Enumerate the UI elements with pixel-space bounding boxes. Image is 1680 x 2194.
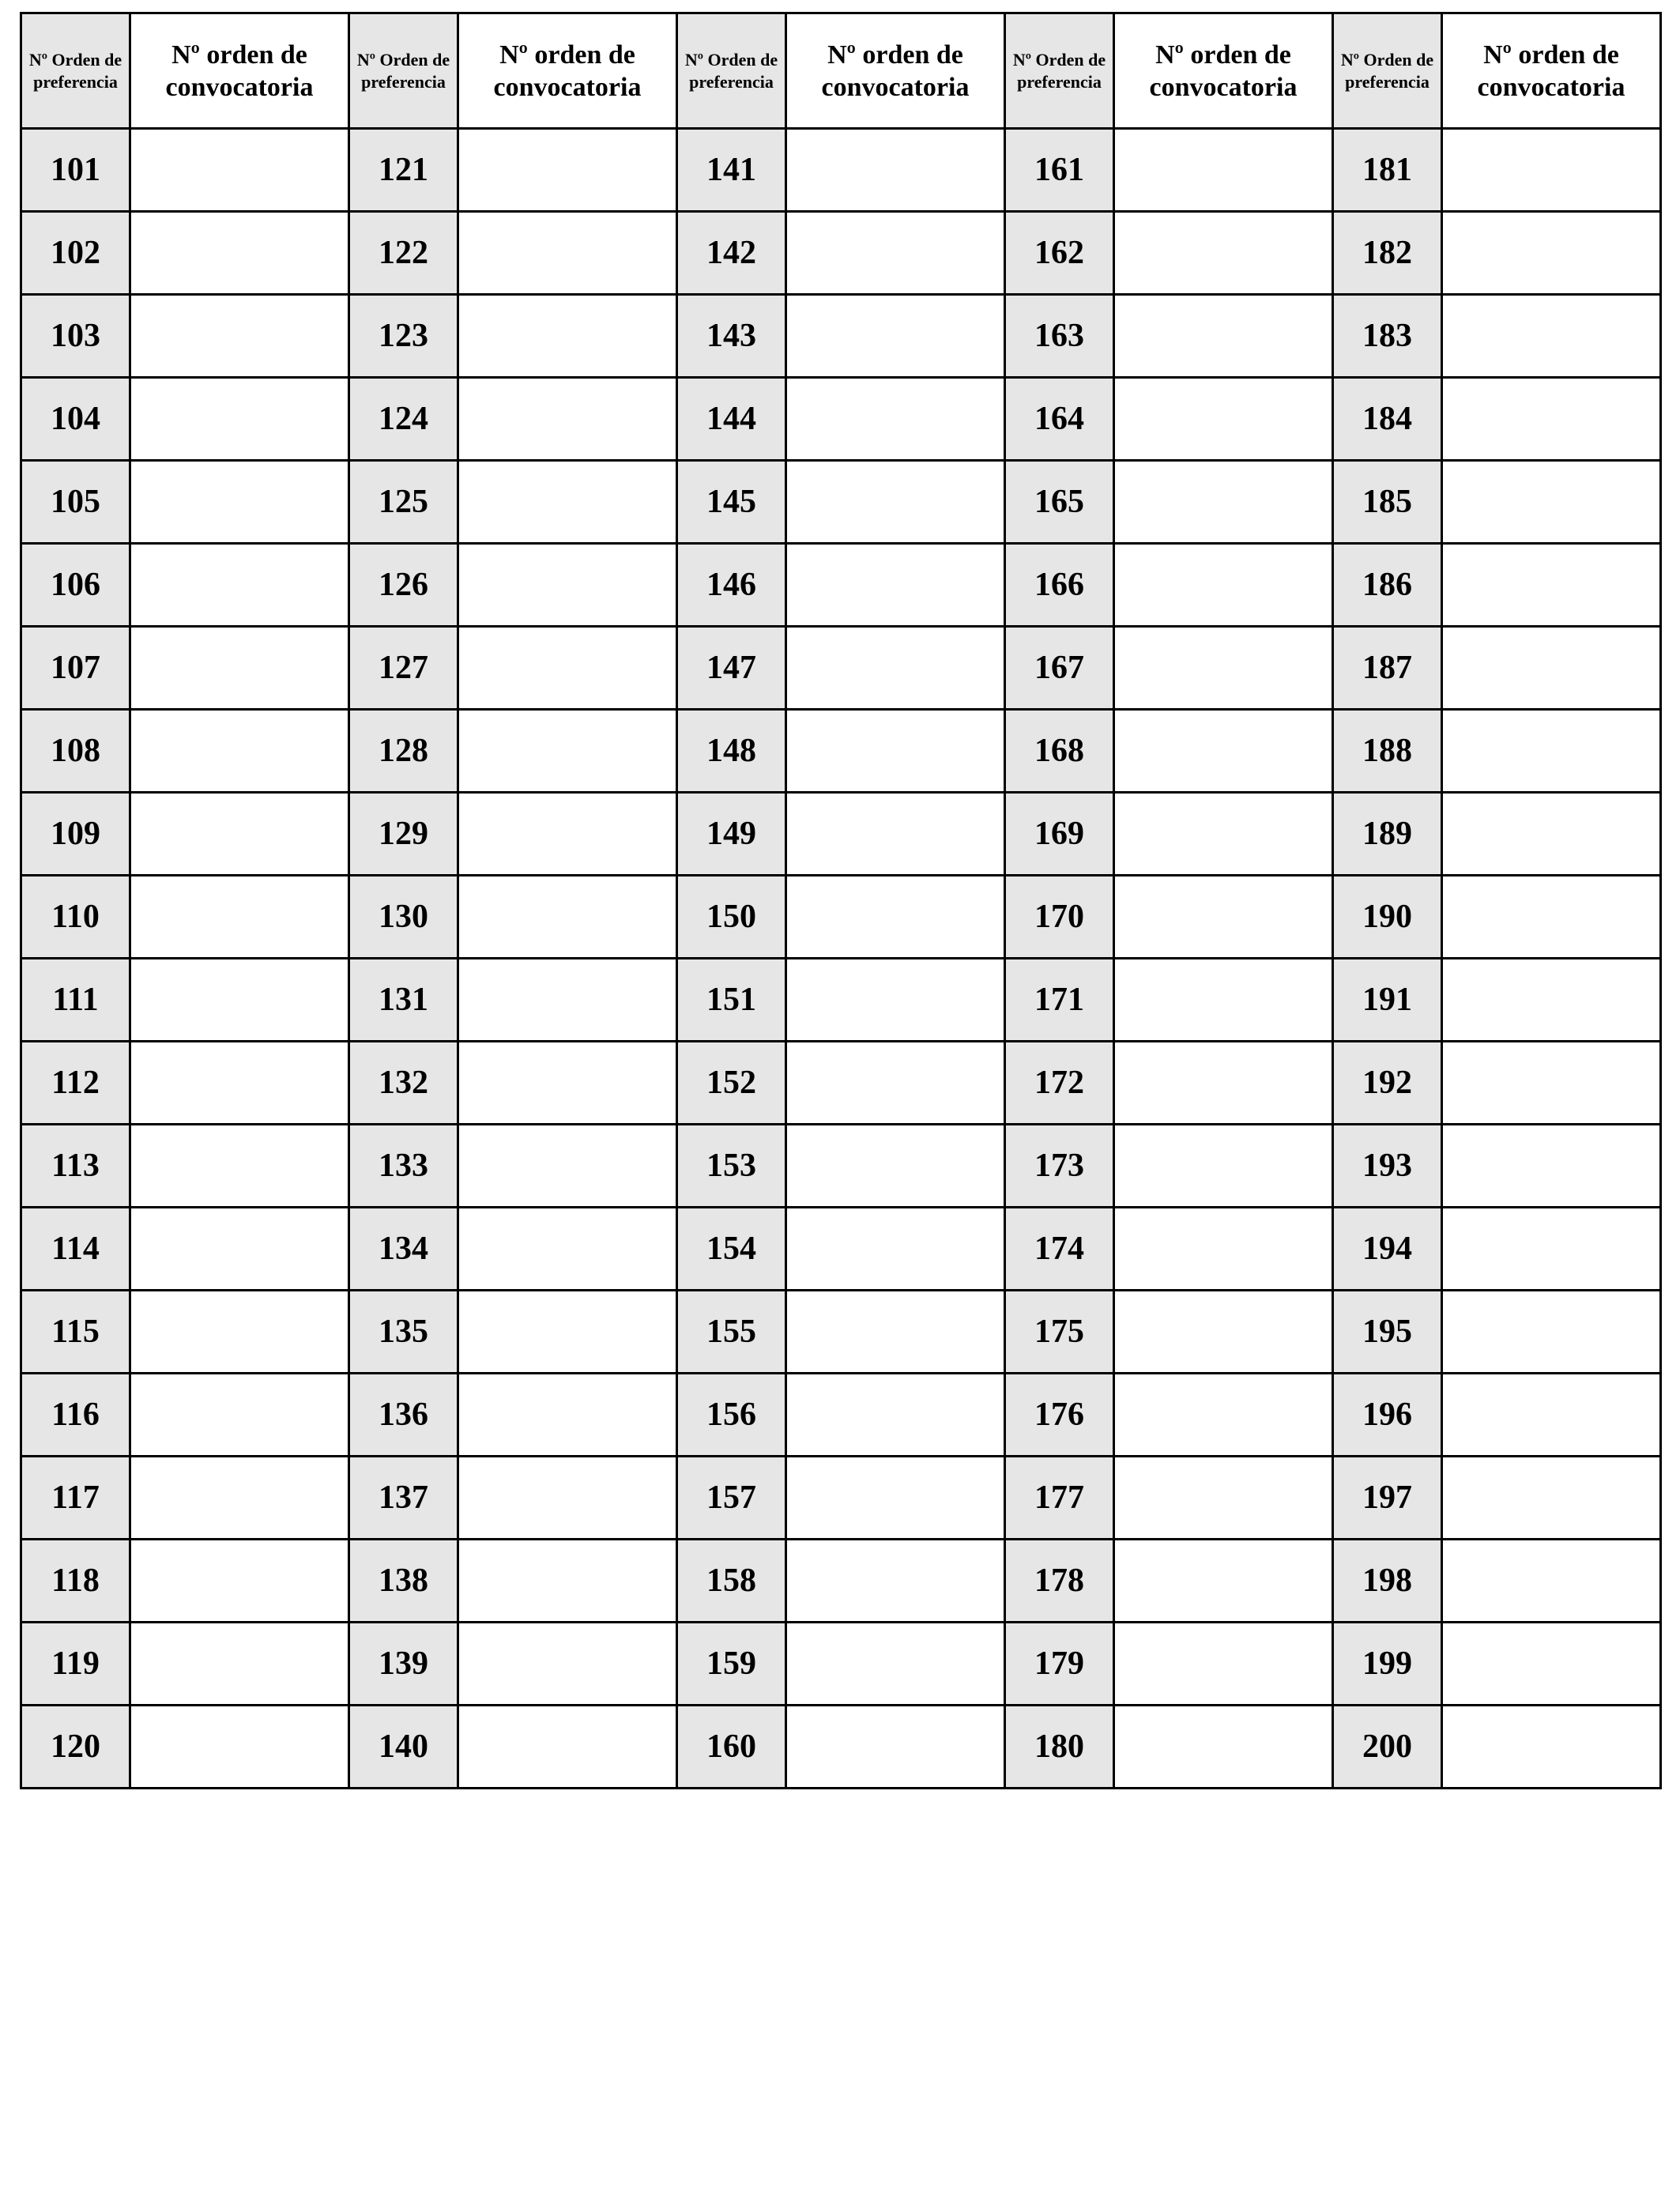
convocatoria-entry-cell[interactable]: [458, 295, 677, 378]
table-row: [21, 1291, 1661, 1374]
preference-number-cell: 108: [21, 710, 130, 793]
preference-number-cell: 178: [1005, 1540, 1114, 1623]
convocatoria-entry-cell[interactable]: [1442, 1125, 1661, 1208]
preference-number-cell: 140: [349, 1706, 458, 1789]
convocatoria-entry-cell[interactable]: [1442, 1291, 1661, 1374]
preference-number-cell: 188: [1333, 710, 1442, 793]
preference-number-cell: 107: [21, 627, 130, 710]
preference-number-cell: 162: [1005, 212, 1114, 295]
convocatoria-entry-cell[interactable]: [1114, 1540, 1333, 1623]
preference-number-cell: 102: [21, 212, 130, 295]
header-orden-preferencia: Nº Orden de preferencia: [1333, 13, 1442, 129]
convocatoria-entry-cell[interactable]: [458, 1623, 677, 1706]
preference-number-cell: 186: [1333, 544, 1442, 627]
convocatoria-entry-cell[interactable]: [786, 1125, 1005, 1208]
preference-number-cell: 174: [1005, 1208, 1114, 1291]
preference-number-cell: 124: [349, 378, 458, 461]
preference-number-cell: 103: [21, 295, 130, 378]
preference-number-cell: 111: [21, 959, 130, 1042]
preference-number-cell: 194: [1333, 1208, 1442, 1291]
header-orden-convocatoria: Nº orden de convocatoria: [1442, 13, 1661, 129]
preference-number-cell: 114: [21, 1208, 130, 1291]
convocatoria-entry-cell[interactable]: [786, 129, 1005, 212]
header-orden-convocatoria: Nº orden de convocatoria: [458, 13, 677, 129]
table-row: [21, 129, 1661, 212]
preference-number-cell: 125: [349, 461, 458, 544]
table-row: [21, 1125, 1661, 1208]
convocatoria-entry-cell[interactable]: [1442, 1706, 1661, 1789]
convocatoria-entry-cell[interactable]: [130, 1125, 349, 1208]
convocatoria-entry-cell[interactable]: [130, 129, 349, 212]
preference-number-cell: 101: [21, 129, 130, 212]
convocatoria-entry-cell[interactable]: [1114, 1706, 1333, 1789]
preference-number-cell: 135: [349, 1291, 458, 1374]
table-body: [21, 129, 1661, 1789]
preference-number-cell: 119: [21, 1623, 130, 1706]
convocatoria-entry-cell[interactable]: [458, 1706, 677, 1789]
convocatoria-entry-cell[interactable]: [1114, 1623, 1333, 1706]
convocatoria-entry-cell[interactable]: [130, 793, 349, 876]
preference-number-cell: 105: [21, 461, 130, 544]
preference-number-cell: 139: [349, 1623, 458, 1706]
preference-number-cell: 137: [349, 1457, 458, 1540]
convocatoria-entry-cell[interactable]: [130, 461, 349, 544]
convocatoria-entry-cell[interactable]: [1442, 544, 1661, 627]
preference-number-cell: 157: [677, 1457, 786, 1540]
convocatoria-entry-cell[interactable]: [1114, 1042, 1333, 1125]
preference-number-cell: 199: [1333, 1623, 1442, 1706]
convocatoria-entry-cell[interactable]: [1442, 295, 1661, 378]
convocatoria-entry-cell[interactable]: [786, 1706, 1005, 1789]
preference-number-cell: 179: [1005, 1623, 1114, 1706]
convocatoria-entry-cell[interactable]: [458, 129, 677, 212]
convocatoria-entry-cell[interactable]: [458, 461, 677, 544]
convocatoria-entry-cell[interactable]: [130, 1540, 349, 1623]
convocatoria-entry-cell[interactable]: [1442, 627, 1661, 710]
preference-number-cell: 181: [1333, 129, 1442, 212]
table-row: [21, 1623, 1661, 1706]
convocatoria-entry-cell[interactable]: [458, 544, 677, 627]
preference-number-cell: 172: [1005, 1042, 1114, 1125]
preference-number-cell: 170: [1005, 876, 1114, 959]
preference-number-cell: 190: [1333, 876, 1442, 959]
convocatoria-entry-cell[interactable]: [1442, 1540, 1661, 1623]
table-row: [21, 959, 1661, 1042]
preference-number-cell: 154: [677, 1208, 786, 1291]
preference-number-cell: 121: [349, 129, 458, 212]
convocatoria-entry-cell[interactable]: [458, 212, 677, 295]
convocatoria-entry-cell[interactable]: [1114, 876, 1333, 959]
convocatoria-entry-cell[interactable]: [786, 1374, 1005, 1457]
preference-number-cell: 116: [21, 1374, 130, 1457]
preference-number-cell: 182: [1333, 212, 1442, 295]
preference-number-cell: 164: [1005, 378, 1114, 461]
preference-number-cell: 141: [677, 129, 786, 212]
preference-number-cell: 156: [677, 1374, 786, 1457]
table-row: [21, 544, 1661, 627]
preference-number-cell: 192: [1333, 1042, 1442, 1125]
header-orden-preferencia: Nº Orden de preferencia: [21, 13, 130, 129]
table-row: [21, 1374, 1661, 1457]
convocatoria-entry-cell[interactable]: [130, 1706, 349, 1789]
preference-number-cell: 177: [1005, 1457, 1114, 1540]
convocatoria-entry-cell[interactable]: [786, 627, 1005, 710]
preference-number-cell: 131: [349, 959, 458, 1042]
table-row: [21, 793, 1661, 876]
preference-number-cell: 187: [1333, 627, 1442, 710]
header-orden-convocatoria: Nº orden de convocatoria: [786, 13, 1005, 129]
preference-number-cell: 115: [21, 1291, 130, 1374]
table-row: [21, 295, 1661, 378]
header-orden-convocatoria: Nº orden de convocatoria: [130, 13, 349, 129]
convocatoria-entry-cell[interactable]: [458, 793, 677, 876]
preference-number-cell: 106: [21, 544, 130, 627]
preference-number-cell: 173: [1005, 1125, 1114, 1208]
header-row: [21, 13, 1661, 129]
preference-number-cell: 184: [1333, 378, 1442, 461]
convocatoria-entry-cell[interactable]: [458, 1457, 677, 1540]
convocatoria-entry-cell[interactable]: [1114, 1125, 1333, 1208]
preference-number-cell: 142: [677, 212, 786, 295]
convocatoria-entry-cell[interactable]: [786, 710, 1005, 793]
preference-number-cell: 191: [1333, 959, 1442, 1042]
preference-number-cell: 109: [21, 793, 130, 876]
convocatoria-entry-cell[interactable]: [458, 378, 677, 461]
convocatoria-entry-cell[interactable]: [458, 1374, 677, 1457]
convocatoria-entry-cell[interactable]: [786, 1042, 1005, 1125]
preference-number-cell: 148: [677, 710, 786, 793]
convocatoria-entry-cell[interactable]: [1114, 378, 1333, 461]
preference-number-cell: 193: [1333, 1125, 1442, 1208]
convocatoria-entry-cell[interactable]: [786, 793, 1005, 876]
convocatoria-entry-cell[interactable]: [786, 378, 1005, 461]
preference-number-cell: 160: [677, 1706, 786, 1789]
convocatoria-entry-cell[interactable]: [130, 295, 349, 378]
preference-number-cell: 133: [349, 1125, 458, 1208]
convocatoria-entry-cell[interactable]: [786, 212, 1005, 295]
preference-number-cell: 185: [1333, 461, 1442, 544]
convocatoria-entry-cell[interactable]: [1114, 1291, 1333, 1374]
convocatoria-entry-cell[interactable]: [1442, 710, 1661, 793]
table-row: [21, 1042, 1661, 1125]
table-row: [21, 876, 1661, 959]
preference-number-cell: 143: [677, 295, 786, 378]
convocatoria-entry-cell[interactable]: [130, 710, 349, 793]
preference-number-cell: 167: [1005, 627, 1114, 710]
convocatoria-entry-cell[interactable]: [1114, 212, 1333, 295]
convocatoria-entry-cell[interactable]: [1442, 1623, 1661, 1706]
preference-number-cell: 104: [21, 378, 130, 461]
convocatoria-entry-cell[interactable]: [1114, 295, 1333, 378]
preference-number-cell: 127: [349, 627, 458, 710]
convocatoria-entry-cell[interactable]: [458, 627, 677, 710]
preference-number-cell: 112: [21, 1042, 130, 1125]
convocatoria-entry-cell[interactable]: [1442, 1457, 1661, 1540]
preference-number-cell: 183: [1333, 295, 1442, 378]
convocatoria-entry-cell[interactable]: [130, 627, 349, 710]
convocatoria-entry-cell[interactable]: [458, 1291, 677, 1374]
convocatoria-entry-cell[interactable]: [786, 1540, 1005, 1623]
preference-number-cell: 152: [677, 1042, 786, 1125]
convocatoria-entry-cell[interactable]: [1114, 461, 1333, 544]
convocatoria-entry-cell[interactable]: [458, 959, 677, 1042]
convocatoria-entry-cell[interactable]: [458, 1208, 677, 1291]
convocatoria-entry-cell[interactable]: [786, 544, 1005, 627]
preference-number-cell: 151: [677, 959, 786, 1042]
convocatoria-entry-cell[interactable]: [786, 1457, 1005, 1540]
convocatoria-entry-cell[interactable]: [130, 378, 349, 461]
convocatoria-entry-cell[interactable]: [786, 1291, 1005, 1374]
convocatoria-entry-cell[interactable]: [1114, 710, 1333, 793]
convocatoria-entry-cell[interactable]: [1442, 876, 1661, 959]
convocatoria-entry-cell[interactable]: [786, 959, 1005, 1042]
preference-number-cell: 153: [677, 1125, 786, 1208]
preference-number-cell: 145: [677, 461, 786, 544]
convocatoria-entry-cell[interactable]: [786, 876, 1005, 959]
preference-order-table: [20, 12, 1662, 1789]
convocatoria-entry-cell[interactable]: [1114, 1457, 1333, 1540]
header-orden-preferencia: Nº Orden de preferencia: [349, 13, 458, 129]
preference-number-cell: 146: [677, 544, 786, 627]
convocatoria-entry-cell[interactable]: [458, 876, 677, 959]
preference-number-cell: 163: [1005, 295, 1114, 378]
preference-number-cell: 168: [1005, 710, 1114, 793]
convocatoria-entry-cell[interactable]: [130, 1623, 349, 1706]
preference-number-cell: 132: [349, 1042, 458, 1125]
preference-number-cell: 117: [21, 1457, 130, 1540]
header-orden-convocatoria: Nº orden de convocatoria: [1114, 13, 1333, 129]
preference-number-cell: 123: [349, 295, 458, 378]
convocatoria-entry-cell[interactable]: [1114, 793, 1333, 876]
table-row: [21, 378, 1661, 461]
preference-number-cell: 155: [677, 1291, 786, 1374]
convocatoria-entry-cell[interactable]: [786, 461, 1005, 544]
preference-number-cell: 171: [1005, 959, 1114, 1042]
convocatoria-entry-cell[interactable]: [1114, 129, 1333, 212]
convocatoria-entry-cell[interactable]: [786, 1208, 1005, 1291]
convocatoria-entry-cell[interactable]: [130, 1042, 349, 1125]
convocatoria-entry-cell[interactable]: [1442, 461, 1661, 544]
convocatoria-entry-cell[interactable]: [1442, 378, 1661, 461]
preference-number-cell: 120: [21, 1706, 130, 1789]
convocatoria-entry-cell[interactable]: [1442, 1208, 1661, 1291]
convocatoria-entry-cell[interactable]: [458, 1042, 677, 1125]
preference-number-cell: 189: [1333, 793, 1442, 876]
convocatoria-entry-cell[interactable]: [1114, 1208, 1333, 1291]
table-row: [21, 627, 1661, 710]
convocatoria-entry-cell[interactable]: [1114, 1374, 1333, 1457]
convocatoria-entry-cell[interactable]: [130, 544, 349, 627]
convocatoria-entry-cell[interactable]: [1442, 1374, 1661, 1457]
convocatoria-entry-cell[interactable]: [130, 1457, 349, 1540]
preference-number-cell: 138: [349, 1540, 458, 1623]
preference-number-cell: 150: [677, 876, 786, 959]
preference-number-cell: 129: [349, 793, 458, 876]
table-row: [21, 461, 1661, 544]
table-row: [21, 1457, 1661, 1540]
convocatoria-entry-cell[interactable]: [1114, 544, 1333, 627]
preference-number-cell: 122: [349, 212, 458, 295]
preference-number-cell: 165: [1005, 461, 1114, 544]
preference-number-cell: 130: [349, 876, 458, 959]
preference-number-cell: 169: [1005, 793, 1114, 876]
header-orden-preferencia: Nº Orden de preferencia: [677, 13, 786, 129]
convocatoria-entry-cell[interactable]: [458, 710, 677, 793]
preference-number-cell: 159: [677, 1623, 786, 1706]
convocatoria-entry-cell[interactable]: [130, 876, 349, 959]
convocatoria-entry-cell[interactable]: [130, 212, 349, 295]
convocatoria-entry-cell[interactable]: [1442, 129, 1661, 212]
preference-number-cell: 128: [349, 710, 458, 793]
preference-number-cell: 134: [349, 1208, 458, 1291]
convocatoria-entry-cell[interactable]: [458, 1125, 677, 1208]
convocatoria-entry-cell[interactable]: [130, 1208, 349, 1291]
preference-number-cell: 126: [349, 544, 458, 627]
preference-number-cell: 196: [1333, 1374, 1442, 1457]
preference-number-cell: 113: [21, 1125, 130, 1208]
preference-number-cell: 149: [677, 793, 786, 876]
preference-number-cell: 110: [21, 876, 130, 959]
table-header: [21, 13, 1661, 129]
convocatoria-entry-cell[interactable]: [130, 1374, 349, 1457]
convocatoria-entry-cell[interactable]: [1114, 627, 1333, 710]
table-row: [21, 1540, 1661, 1623]
preference-number-cell: 118: [21, 1540, 130, 1623]
table-row: [21, 1208, 1661, 1291]
preference-number-cell: 198: [1333, 1540, 1442, 1623]
preference-number-cell: 147: [677, 627, 786, 710]
convocatoria-entry-cell[interactable]: [1442, 793, 1661, 876]
convocatoria-entry-cell[interactable]: [130, 1291, 349, 1374]
preference-number-cell: 180: [1005, 1706, 1114, 1789]
preference-number-cell: 158: [677, 1540, 786, 1623]
preference-number-cell: 195: [1333, 1291, 1442, 1374]
preference-number-cell: 144: [677, 378, 786, 461]
preference-number-cell: 197: [1333, 1457, 1442, 1540]
convocatoria-entry-cell[interactable]: [130, 959, 349, 1042]
convocatoria-entry-cell[interactable]: [1442, 1042, 1661, 1125]
convocatoria-entry-cell[interactable]: [786, 295, 1005, 378]
preference-number-cell: 161: [1005, 129, 1114, 212]
header-orden-preferencia: Nº Orden de preferencia: [1005, 13, 1114, 129]
preference-number-cell: 136: [349, 1374, 458, 1457]
convocatoria-entry-cell[interactable]: [458, 1540, 677, 1623]
table-row: [21, 710, 1661, 793]
convocatoria-entry-cell[interactable]: [786, 1623, 1005, 1706]
preference-number-cell: 176: [1005, 1374, 1114, 1457]
table-row: [21, 1706, 1661, 1789]
convocatoria-entry-cell[interactable]: [1442, 959, 1661, 1042]
preference-number-cell: 200: [1333, 1706, 1442, 1789]
convocatoria-entry-cell[interactable]: [1442, 212, 1661, 295]
preference-number-cell: 166: [1005, 544, 1114, 627]
table-row: [21, 212, 1661, 295]
convocatoria-entry-cell[interactable]: [1114, 959, 1333, 1042]
preference-number-cell: 175: [1005, 1291, 1114, 1374]
